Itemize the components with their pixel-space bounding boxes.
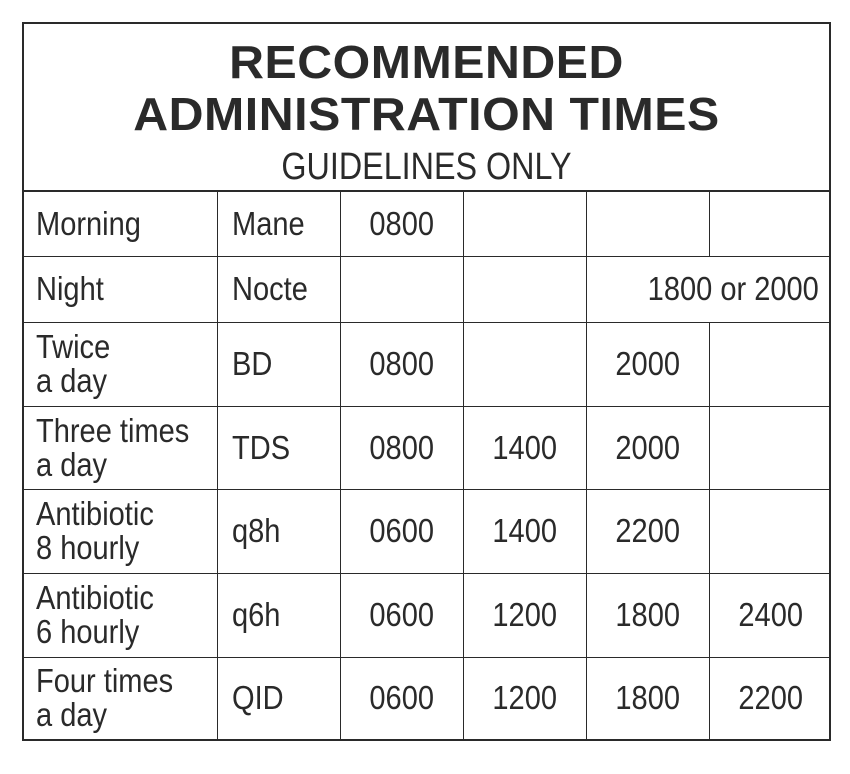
- time-cell: 2200: [586, 489, 709, 573]
- abbreviation-label: q6h: [231, 596, 280, 633]
- abbreviation-label: Mane: [231, 204, 305, 242]
- abbreviation-cell: [217, 489, 340, 573]
- abbreviation-label: QID: [231, 679, 284, 717]
- abbreviation-label: q8h: [231, 512, 280, 549]
- frequency-cell: [24, 322, 217, 406]
- time-cell: [709, 406, 831, 489]
- frequency-label-line1: Four times: [36, 662, 174, 700]
- abbreviation-label: BD: [231, 345, 272, 382]
- abbreviation-cell: [217, 657, 340, 739]
- time-cell-merged: 1800 or 2000: [586, 256, 831, 322]
- time-cell: 1200: [463, 573, 586, 657]
- abbreviation-label: TDS: [231, 428, 290, 466]
- table-row: [24, 192, 831, 256]
- table-row: [24, 322, 831, 406]
- abbreviation-cell: [217, 192, 340, 256]
- frequency-label-line2: 8 hourly: [36, 529, 140, 566]
- title-line-1: RECOMMENDED: [229, 36, 624, 88]
- time-cell: [463, 322, 586, 406]
- abbreviation-cell: [217, 406, 340, 489]
- frequency-label-line2: a day: [36, 445, 108, 483]
- time-cell: 1800: [586, 657, 709, 739]
- frequency-label-line2: 6 hourly: [36, 613, 140, 650]
- schedule-table: [24, 192, 831, 739]
- subtitle: GUIDELINES ONLY: [281, 146, 572, 188]
- table-row: [24, 489, 831, 573]
- frequency-label-line2: a day: [36, 696, 108, 734]
- frequency-cell: [24, 256, 217, 322]
- table-row: [24, 406, 831, 489]
- abbreviation-cell: [217, 573, 340, 657]
- time-cell: 2000: [586, 322, 709, 406]
- time-cell: 2000: [586, 406, 709, 489]
- time-cell: 1200: [463, 657, 586, 739]
- abbreviation-cell: [217, 322, 340, 406]
- abbreviation-label: Nocte: [231, 270, 308, 307]
- frequency-cell: [24, 657, 217, 739]
- time-cell: 2400: [709, 573, 831, 657]
- abbreviation-cell: [217, 256, 340, 322]
- time-cell: [586, 192, 709, 256]
- time-cell: 0600: [340, 489, 463, 573]
- frequency-label-line2: a day: [36, 362, 108, 399]
- frequency-label: Night: [36, 270, 104, 307]
- time-cell: [463, 256, 586, 322]
- time-cell: [709, 192, 831, 256]
- frequency-label-line1: Antibiotic: [36, 495, 154, 532]
- time-cell: 0800: [340, 192, 463, 256]
- time-cell: 1800: [586, 573, 709, 657]
- frequency-cell: [24, 489, 217, 573]
- time-cell: 0800: [340, 406, 463, 489]
- time-cell: 1400: [463, 489, 586, 573]
- frequency-label-line1: Three times: [36, 411, 190, 449]
- frequency-label-line1: Antibiotic: [36, 579, 154, 616]
- time-cell: 2200: [709, 657, 831, 739]
- time-cell: 0800: [340, 322, 463, 406]
- time-cell: 0600: [340, 657, 463, 739]
- frequency-label: Morning: [36, 204, 141, 242]
- frequency-label-line1: Twice: [36, 328, 111, 365]
- time-cell: 1400: [463, 406, 586, 489]
- frequency-cell: [24, 406, 217, 489]
- frequency-cell: [24, 573, 217, 657]
- time-cell: [463, 192, 586, 256]
- administration-times-card: [22, 22, 831, 741]
- title-line-2: ADMINISTRATION TIMES: [133, 88, 720, 140]
- time-cell: [709, 322, 831, 406]
- table-row: [24, 573, 831, 657]
- time-cell: [340, 256, 463, 322]
- frequency-cell: [24, 192, 217, 256]
- card-header: [24, 24, 829, 192]
- time-cell: 0600: [340, 573, 463, 657]
- time-cell: [709, 489, 831, 573]
- table-row: [24, 657, 831, 739]
- table-row: [24, 256, 831, 322]
